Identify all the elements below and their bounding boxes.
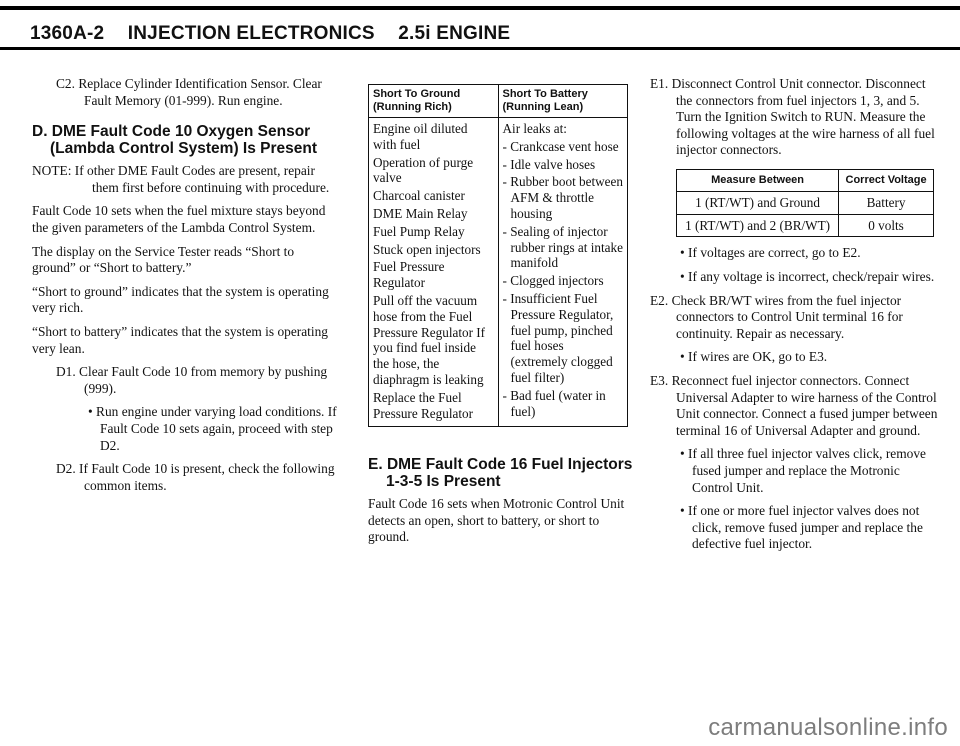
list-item: Pull off the vacuum hose from the Fuel Pressure Regulator If you find fuel inside the hose, the diaphragm is leaking <box>373 292 486 387</box>
list-item: - Sealing of injector rubber rings at intake manifold <box>502 223 623 271</box>
list-item: Fuel Pump Relay <box>373 223 465 239</box>
section-title: INJECTION ELECTRONICS <box>127 23 375 44</box>
header-rule <box>0 47 960 50</box>
list-item: - Bad fuel (water in fuel) <box>502 387 606 419</box>
top-rule <box>0 6 960 10</box>
step-d2: D2. If Fault Code 10 is present, check the following common items. <box>56 461 335 493</box>
list-item: - Rubber boot between AFM & throttle housing <box>502 174 623 221</box>
list-item: - Idle valve hoses <box>502 156 596 172</box>
step-e2: E2. Check BR/WT wires from the fuel injector connectors to Control Unit terminal 16 for continuity. Repair as necessary. <box>650 292 903 341</box>
list-item: Engine oil diluted with fuel <box>373 121 468 152</box>
bullet-item: • If all three fuel injector valves click, remove fused jumper and replace the Motronic Control Unit. <box>680 446 926 495</box>
bullet-text: Run engine under varying load conditions. If Fault Code 10 sets again, proceed with step D2. <box>96 404 337 453</box>
list-item: Air leaks at: <box>502 121 567 136</box>
page-id: 1360A-2 <box>30 23 105 44</box>
bullet-item: • If voltages are correct, go to E2. <box>680 245 861 261</box>
heading-e: E. DME Fault Code 16 Fuel Injectors 1-3-5 Is Present <box>368 456 633 490</box>
voltage-table <box>676 169 934 238</box>
page-header <box>30 23 528 45</box>
paragraph-1: Fault Code 10 sets when the fuel mixture stays beyond the given parameters of the Lambda Control System. <box>32 203 326 235</box>
measure-cell: 1 (RT/WT) and 2 (BR/WT) <box>677 214 839 237</box>
step-d1: D1. Clear Fault Code 10 from memory by pushing (999). <box>56 364 328 396</box>
note-label: NOTE: <box>32 163 72 179</box>
engine-title: 2.5i ENGINE <box>398 23 511 44</box>
bullet-text: If wires are OK, go to E3. <box>688 349 828 365</box>
header-measure: Measure Between <box>677 169 839 192</box>
middle-section <box>368 456 633 553</box>
list-item: Operation of purge valve <box>373 154 474 186</box>
bullet-item: • If one or more fuel injector valves does not click, remove fused jumper and replace the defective fuel injector. <box>680 503 923 552</box>
bullet-item: • If wires are OK, go to E3. <box>680 349 828 365</box>
list-item: - Insufficient Fuel Pressure Regulator, fuel pump, pinched fuel hoses (extremely clogged fuel filter) <box>502 290 614 385</box>
list-item: Charcoal canister <box>373 188 465 204</box>
bullet-icon: • <box>88 404 97 420</box>
right-column <box>650 76 940 560</box>
table-header-ground: Short To Ground (Running Rich) <box>369 85 499 118</box>
left-column <box>32 76 337 501</box>
measure-cell: 1 (RT/WT) and Ground <box>677 192 839 215</box>
list-item: Replace the Fuel Pressure Regulator <box>373 389 473 421</box>
table-row <box>677 214 934 237</box>
rich-lean-table <box>368 84 628 427</box>
table-row <box>677 192 934 215</box>
bullet-text: If voltages are correct, go to E2. <box>688 245 861 261</box>
step-c2: C2. Replace Cylinder Identification Sensor. Clear Fault Memory (01-999). Run engine. <box>56 76 322 108</box>
list-item: - Crankcase vent hose <box>502 138 619 154</box>
rich-causes-cell <box>369 118 499 427</box>
table-header-battery: Short To Battery (Running Lean) <box>498 85 628 118</box>
step-d1-bullet <box>32 404 337 454</box>
lean-causes-cell <box>498 118 628 427</box>
list-item: DME Main Relay <box>373 205 468 221</box>
watermark: carmanualsonline.info <box>708 714 948 741</box>
bullet-text: If all three fuel injector valves click, remove fused jumper and replace the Motronic Control Unit. <box>688 446 926 495</box>
bullet-text: If one or more fuel injector valves does not click, remove fused jumper and replace the defective fuel injector. <box>688 503 923 552</box>
heading-d: D. DME Fault Code 10 Oxygen Sensor (Lambda Control System) Is Present <box>32 123 318 158</box>
paragraph-2: The display on the Service Tester reads “Short to ground” or “Short to battery.” <box>32 243 295 276</box>
header-voltage: Correct Voltage <box>839 169 934 192</box>
voltage-cell: 0 volts <box>839 214 934 237</box>
voltage-cell: Battery <box>839 192 934 215</box>
step-e3: E3. Reconnect fuel injector connectors. Connect Universal Adapter to wire harness of the Control Unit connector. Connect a fused jumper between terminal 16 of Universal Adapter and ground. <box>650 373 938 438</box>
paragraph-4: “Short to battery” indicates that the system is operating very lean. <box>32 323 329 356</box>
paragraph-e: Fault Code 16 sets when Motronic Control Unit detects an open, short to battery, or short to ground. <box>368 496 625 545</box>
list-item: Fuel Pressure Regulator <box>373 259 445 291</box>
paragraph-3: “Short to ground” indicates that the system is operating very rich. <box>32 283 329 316</box>
note <box>32 163 337 196</box>
bullet-text: If any voltage is incorrect, check/repair wires. <box>688 269 935 285</box>
list-item: Stuck open injectors <box>373 241 481 257</box>
list-item: - Clogged injectors <box>502 273 604 289</box>
note-text: If other DME Fault Codes are present, repair them first before continuing with procedure. <box>74 163 330 195</box>
bullet-item: • If any voltage is incorrect, check/repair wires. <box>680 269 935 285</box>
step-e1: E1. Disconnect Control Unit connector. Disconnect the connectors from fuel injectors 1, 3, and 5. Turn the Ignition Switch to RUN. Measure the following voltages at the wire harness of all fuel injector connectors. <box>650 76 935 158</box>
